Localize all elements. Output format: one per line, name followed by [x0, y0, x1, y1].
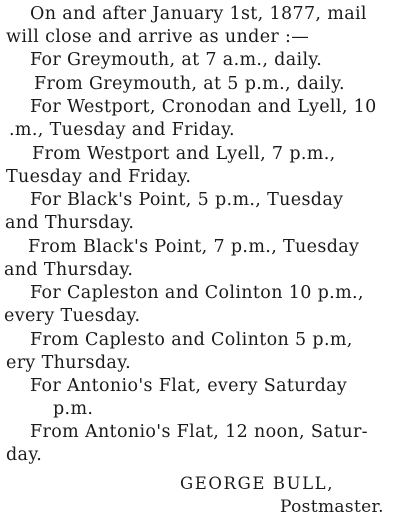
notice-line: From Westport and Lyell, 7 p.m.,: [32, 144, 336, 164]
notice-line: For Greymouth, at 7 a.m., daily.: [30, 50, 323, 70]
notice-line: From Black's Point, 7 p.m., Tuesday: [28, 237, 360, 257]
notice-line: will close and arrive as under :—: [6, 27, 310, 47]
notice-line: For Capleston and Colinton 10 p.m.,: [30, 283, 364, 303]
notice-line: ery Thursday.: [6, 353, 132, 373]
notice-line: From Greymouth, at 5 p.m., daily.: [34, 74, 345, 94]
notice-line: For Black's Point, 5 p.m., Tuesday: [30, 190, 344, 210]
notice-line: and Thursday.: [5, 213, 135, 233]
notice-line: Tuesday and Friday.: [6, 167, 192, 187]
notice-line: .m., Tuesday and Friday.: [9, 120, 235, 140]
notice-line: From Antonio's Flat, 12 noon, Satur-: [30, 422, 368, 442]
notice-line: For Antonio's Flat, every Saturday: [30, 376, 348, 396]
notice-line: p.m.: [53, 399, 94, 419]
notice-line: and Thursday.: [4, 260, 134, 280]
notice-line: On and after January 1st, 1877, mail: [30, 4, 367, 24]
notice-line: day.: [6, 445, 43, 465]
signature-title: Postmaster.: [280, 497, 384, 517]
notice-line: From Caplesto and Colinton 5 p.m,: [30, 330, 353, 350]
signature-name: GEORGE BULL,: [180, 474, 335, 493]
notice-line: For Westport, Cronodan and Lyell, 10: [30, 97, 377, 117]
notice-line: every Tuesday.: [4, 306, 141, 326]
